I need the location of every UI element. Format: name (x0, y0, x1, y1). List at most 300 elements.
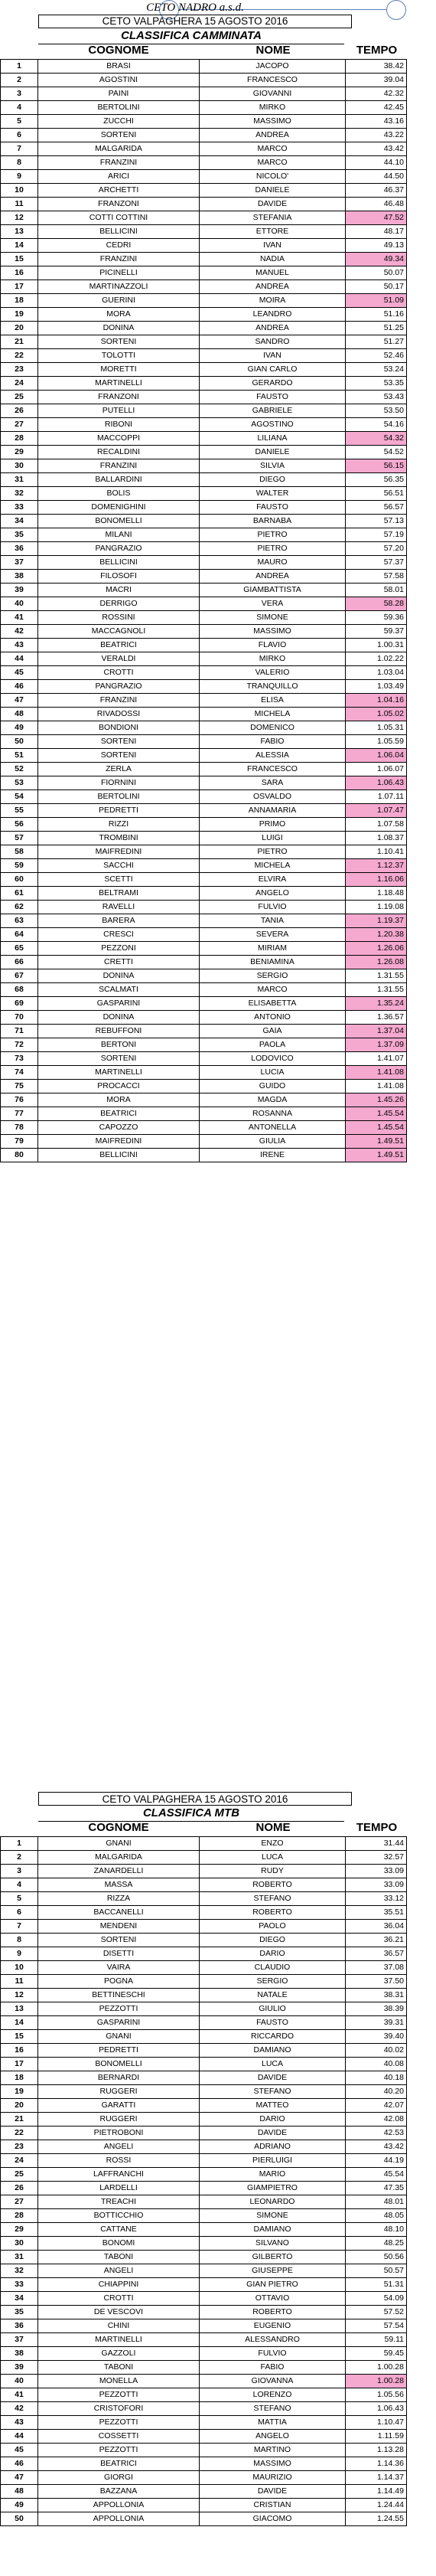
position-cell: 32 (1, 2264, 38, 2278)
tempo-cell: 1.45.54 (346, 1107, 407, 1121)
table-row (1, 2457, 407, 2471)
nome-cell: ETTORE (200, 225, 346, 239)
nome-cell: ROBERTO (200, 2306, 346, 2319)
table-row (1, 2223, 407, 2237)
nome-cell: DAMIANO (200, 2044, 346, 2058)
nome-cell: ANGELO (200, 887, 346, 901)
cognome-cell: CRESCI (38, 928, 200, 942)
tempo-cell: 59.37 (346, 625, 407, 639)
table-row (1, 2278, 407, 2292)
position-cell: 60 (1, 873, 38, 887)
nome-cell: GIAN CARLO (200, 363, 346, 377)
table-row (1, 446, 407, 459)
cognome-cell: PEZZOTTI (38, 2388, 200, 2402)
position-cell: 5 (1, 115, 38, 129)
cognome-cell: BERTONI (38, 1038, 200, 1052)
cognome-cell: MAIFREDINI (38, 1135, 200, 1149)
cognome-cell: TROMBINI (38, 832, 200, 845)
nome-cell: SANDRO (200, 335, 346, 349)
position-cell: 70 (1, 1011, 38, 1025)
position-cell: 3 (1, 1865, 38, 1878)
tempo-cell: 45.54 (346, 2168, 407, 2182)
table-row (1, 1025, 407, 1038)
position-cell: 50 (1, 2512, 38, 2526)
cognome-cell: SCETTI (38, 873, 200, 887)
position-cell: 28 (1, 432, 38, 446)
table-row (1, 2416, 407, 2430)
tempo-cell: 1.24.44 (346, 2499, 407, 2512)
table-row (1, 2044, 407, 2058)
position-cell: 30 (1, 459, 38, 473)
nome-cell: ANDREA (200, 570, 346, 584)
position-cell: 17 (1, 280, 38, 294)
tempo-cell: 57.54 (346, 2319, 407, 2333)
cognome-cell: PROCACCI (38, 1080, 200, 1093)
nome-cell: FAUSTO (200, 501, 346, 515)
position-cell: 43 (1, 2416, 38, 2430)
position-cell: 13 (1, 2002, 38, 2016)
position-cell: 11 (1, 1975, 38, 1989)
cognome-cell: GASPARINI (38, 997, 200, 1011)
position-cell: 65 (1, 942, 38, 956)
tempo-cell: 1.06.43 (346, 776, 407, 790)
cognome-cell: SORTENI (38, 749, 200, 763)
nome-cell: MARCO (200, 156, 346, 170)
table-row (1, 1066, 407, 1080)
tempo-cell: 1.07.11 (346, 790, 407, 804)
nome-cell: MAGDA (200, 1093, 346, 1107)
table-row (1, 639, 407, 652)
cognome-cell: BELLICINI (38, 556, 200, 570)
tempo-cell: 53.50 (346, 404, 407, 418)
nome-cell: GIOVANNI (200, 87, 346, 101)
nome-cell: FABIO (200, 2361, 346, 2375)
position-cell: 9 (1, 1947, 38, 1961)
nome-cell: GILBERTO (200, 2251, 346, 2264)
table-row (1, 694, 407, 708)
cognome-cell: TABONI (38, 2361, 200, 2375)
cognome-cell: ZERLA (38, 763, 200, 776)
nome-cell: BENIAMINA (200, 956, 346, 969)
tempo-cell: 48.10 (346, 2223, 407, 2237)
tempo-cell: 39.31 (346, 2016, 407, 2030)
nome-cell: DIEGO (200, 1934, 346, 1947)
table-row (1, 515, 407, 528)
position-cell: 41 (1, 611, 38, 625)
cognome-cell: MONELLA (38, 2375, 200, 2388)
nome-cell: LEONARDO (200, 2195, 346, 2209)
table-row (1, 1878, 407, 1892)
table-row (1, 487, 407, 501)
tempo-cell: 1.11.59 (346, 2430, 407, 2444)
table-row (1, 266, 407, 280)
nome-cell: STEFANIA (200, 211, 346, 225)
table-row (1, 1038, 407, 1052)
tempo-cell: 33.12 (346, 1892, 407, 1906)
table-row (1, 942, 407, 956)
cognome-cell: CATTANE (38, 2223, 200, 2237)
position-cell: 50 (1, 735, 38, 749)
nome-cell: CRISTIAN (200, 2499, 346, 2512)
table-row (1, 280, 407, 294)
cognome-cell: DONINA (38, 969, 200, 983)
table-row (1, 2430, 407, 2444)
position-cell: 44 (1, 2430, 38, 2444)
cognome-cell: TOLOTTI (38, 349, 200, 363)
tempo-cell: 39.04 (346, 74, 407, 87)
tempo-cell: 1.06.43 (346, 2402, 407, 2416)
table-row (1, 2237, 407, 2251)
position-cell: 44 (1, 652, 38, 666)
nome-cell: SIMONE (200, 611, 346, 625)
tempo-cell: 50.17 (346, 280, 407, 294)
nome-cell: FLAVIO (200, 639, 346, 652)
nome-cell: LUCA (200, 2058, 346, 2071)
nome-cell: ENZO (200, 1837, 346, 1851)
position-cell: 12 (1, 1989, 38, 2002)
nome-cell: TRANQUILLO (200, 680, 346, 694)
position-cell: 24 (1, 377, 38, 391)
table-row (1, 2512, 407, 2526)
nome-cell: SERGIO (200, 1975, 346, 1989)
table-row (1, 680, 407, 694)
cognome-cell: PICINELLI (38, 266, 200, 280)
table-row (1, 721, 407, 735)
position-cell: 69 (1, 997, 38, 1011)
cognome-cell: CROTTI (38, 2292, 200, 2306)
table-row (1, 2085, 407, 2099)
nome-cell: SILVANO (200, 2237, 346, 2251)
position-cell: 45 (1, 2444, 38, 2457)
tempo-cell: 36.57 (346, 1947, 407, 1961)
table-row (1, 542, 407, 556)
nome-cell: PIETRO (200, 542, 346, 556)
position-cell: 16 (1, 266, 38, 280)
nome-cell: MARTINO (200, 2444, 346, 2457)
table-row (1, 2071, 407, 2085)
tempo-cell: 52.46 (346, 349, 407, 363)
nome-cell: PAOLA (200, 1038, 346, 1052)
table-row (1, 2306, 407, 2319)
position-cell: 3 (1, 87, 38, 101)
table-row (1, 528, 407, 542)
cognome-cell: APPOLLONIA (38, 2499, 200, 2512)
cognome-cell: MAIFREDINI (38, 845, 200, 859)
table-row (1, 1052, 407, 1066)
cognome-cell: FRANZINI (38, 694, 200, 708)
table-row (1, 239, 407, 253)
position-cell: 29 (1, 2223, 38, 2237)
tempo-cell: 37.50 (346, 1975, 407, 1989)
tempo-cell: 35.51 (346, 1906, 407, 1920)
position-cell: 4 (1, 101, 38, 115)
tempo-cell: 1.07.47 (346, 804, 407, 818)
nome-cell: ANNAMARIA (200, 804, 346, 818)
position-cell: 41 (1, 2388, 38, 2402)
tempo-cell: 1.00.28 (346, 2361, 407, 2375)
table-row (1, 2499, 407, 2512)
cognome-cell: FRANZINI (38, 459, 200, 473)
cognome-cell: CEDRI (38, 239, 200, 253)
position-cell: 21 (1, 335, 38, 349)
position-cell: 45 (1, 666, 38, 680)
table-row (1, 294, 407, 308)
table-row (1, 473, 407, 487)
position-cell: 24 (1, 2154, 38, 2168)
position-cell: 14 (1, 239, 38, 253)
position-cell: 80 (1, 1149, 38, 1162)
cognome-cell: PUTELLI (38, 404, 200, 418)
table-row (1, 2347, 407, 2361)
position-cell: 1 (1, 60, 38, 74)
tempo-cell: 59.36 (346, 611, 407, 625)
position-cell: 9 (1, 170, 38, 184)
table-row (1, 584, 407, 597)
cognome-cell: BAZZANA (38, 2485, 200, 2499)
tempo-cell: 57.13 (346, 515, 407, 528)
classifica-mtb-title: CLASSIFICA MTB (38, 1806, 344, 1822)
tempo-cell: 40.20 (346, 2085, 407, 2099)
table-row (1, 253, 407, 266)
table-row (1, 749, 407, 763)
position-cell: 37 (1, 2333, 38, 2347)
position-cell: 18 (1, 2071, 38, 2085)
col-header-cognome: COGNOME (88, 44, 149, 57)
nome-cell: NATALE (200, 1989, 346, 2002)
position-cell: 48 (1, 2485, 38, 2499)
position-cell: 6 (1, 129, 38, 142)
tempo-cell: 1.00.28 (346, 2375, 407, 2388)
table-row (1, 2127, 407, 2140)
table-row (1, 2251, 407, 2264)
position-cell: 75 (1, 1080, 38, 1093)
table-row (1, 625, 407, 639)
cognome-cell: GASPARINI (38, 2016, 200, 2030)
cognome-cell: DERRIGO (38, 597, 200, 611)
nome-cell: PIERLUIGI (200, 2154, 346, 2168)
position-cell: 52 (1, 763, 38, 776)
cognome-cell: BOLIS (38, 487, 200, 501)
nome-cell: ANTONELLA (200, 1121, 346, 1135)
table-row (1, 2319, 407, 2333)
nome-cell: GERARDO (200, 377, 346, 391)
tempo-cell: 1.13.28 (346, 2444, 407, 2457)
tempo-cell: 33.09 (346, 1865, 407, 1878)
tempo-cell: 58.01 (346, 584, 407, 597)
tempo-cell: 53.24 (346, 363, 407, 377)
cognome-cell: TREACHI (38, 2195, 200, 2209)
table-row (1, 1975, 407, 1989)
table-row (1, 2402, 407, 2416)
tempo-cell: 57.37 (346, 556, 407, 570)
table-row (1, 87, 407, 101)
nome-cell: ROBERTO (200, 1878, 346, 1892)
position-cell: 71 (1, 1025, 38, 1038)
cognome-cell: COSSETTI (38, 2430, 200, 2444)
nome-cell: FULVIO (200, 2347, 346, 2361)
tempo-cell: 1.10.47 (346, 2416, 407, 2430)
nome-cell: OTTAVIO (200, 2292, 346, 2306)
position-cell: 66 (1, 956, 38, 969)
table-row (1, 611, 407, 625)
position-cell: 42 (1, 2402, 38, 2416)
position-cell: 19 (1, 2085, 38, 2099)
cognome-cell: MARTINELLI (38, 2333, 200, 2347)
position-cell: 2 (1, 74, 38, 87)
position-cell: 36 (1, 542, 38, 556)
tempo-cell: 1.07.58 (346, 818, 407, 832)
nome-cell: ELISA (200, 694, 346, 708)
table-row (1, 142, 407, 156)
position-cell: 63 (1, 914, 38, 928)
table-row (1, 2182, 407, 2195)
position-cell: 23 (1, 363, 38, 377)
cognome-cell: BALLARDINI (38, 473, 200, 487)
cognome-cell: BELLICINI (38, 1149, 200, 1162)
nome-cell: LILIANA (200, 432, 346, 446)
tempo-cell: 1.26.06 (346, 942, 407, 956)
table-row (1, 2264, 407, 2278)
tempo-cell: 1.04.16 (346, 694, 407, 708)
tempo-cell: 39.40 (346, 2030, 407, 2044)
position-cell: 11 (1, 198, 38, 211)
position-cell: 31 (1, 473, 38, 487)
cognome-cell: RUGGERI (38, 2085, 200, 2099)
nome-cell: STEFANO (200, 1892, 346, 1906)
nome-cell: MATTIA (200, 2416, 346, 2430)
table-row (1, 1080, 407, 1093)
cognome-cell: BERNARDI (38, 2071, 200, 2085)
cognome-cell: GAZZOLI (38, 2347, 200, 2361)
cognome-cell: BERTOLINI (38, 790, 200, 804)
cognome-cell: ROSSINI (38, 611, 200, 625)
position-cell: 46 (1, 2457, 38, 2471)
nome-cell: MATTEO (200, 2099, 346, 2113)
table-row (1, 1135, 407, 1149)
tempo-cell: 53.43 (346, 391, 407, 404)
cognome-cell: SORTENI (38, 129, 200, 142)
table-row (1, 1011, 407, 1025)
nome-cell: SILVIA (200, 459, 346, 473)
cognome-cell: BACCANELLI (38, 1906, 200, 1920)
nome-cell: GIAMPIETRO (200, 2182, 346, 2195)
position-cell: 30 (1, 2237, 38, 2251)
tempo-cell: 49.13 (346, 239, 407, 253)
nome-cell: WALTER (200, 487, 346, 501)
position-cell: 36 (1, 2319, 38, 2333)
position-cell: 79 (1, 1135, 38, 1149)
col-header-tempo-mtb: TEMPO (356, 1821, 398, 1834)
tempo-cell: 1.14.49 (346, 2485, 407, 2499)
position-cell: 28 (1, 2209, 38, 2223)
tempo-cell: 54.16 (346, 418, 407, 432)
position-cell: 26 (1, 2182, 38, 2195)
tempo-cell: 1.41.08 (346, 1080, 407, 1093)
cognome-cell: ANGELI (38, 2264, 200, 2278)
position-cell: 35 (1, 528, 38, 542)
position-cell: 22 (1, 349, 38, 363)
nome-cell: DAVIDE (200, 2071, 346, 2085)
position-cell: 33 (1, 501, 38, 515)
nome-cell: GIACOMO (200, 2512, 346, 2526)
nome-cell: MASSIMO (200, 2457, 346, 2471)
cognome-cell: VAIRA (38, 1961, 200, 1975)
nome-cell: BARNABA (200, 515, 346, 528)
table-row (1, 1837, 407, 1851)
table-row (1, 211, 407, 225)
position-cell: 4 (1, 1878, 38, 1892)
cognome-cell: DOMENIGHINI (38, 501, 200, 515)
table-row (1, 459, 407, 473)
tempo-cell: 44.10 (346, 156, 407, 170)
position-cell: 59 (1, 859, 38, 873)
table-row (1, 1961, 407, 1975)
nome-cell: MAURIZIO (200, 2471, 346, 2485)
cognome-cell: RECALDINI (38, 446, 200, 459)
nome-cell: GIUSEPPE (200, 2264, 346, 2278)
position-cell: 43 (1, 639, 38, 652)
cognome-cell: PEZZOTTI (38, 2002, 200, 2016)
nome-cell: DAVIDE (200, 2127, 346, 2140)
cognome-cell: FIORNINI (38, 776, 200, 790)
table-row (1, 873, 407, 887)
tempo-cell: 50.56 (346, 2251, 407, 2264)
nome-cell: OSVALDO (200, 790, 346, 804)
nome-cell: MIRKO (200, 101, 346, 115)
nome-cell: DIEGO (200, 473, 346, 487)
nome-cell: JACOPO (200, 60, 346, 74)
position-cell: 7 (1, 142, 38, 156)
tempo-cell: 33.09 (346, 1878, 407, 1892)
tempo-cell: 56.35 (346, 473, 407, 487)
nome-cell: ALESSIA (200, 749, 346, 763)
tempo-cell: 56.51 (346, 487, 407, 501)
tempo-cell: 1.03.04 (346, 666, 407, 680)
scroll-handle-right-icon[interactable] (386, 0, 406, 20)
nome-cell: MASSIMO (200, 625, 346, 639)
cognome-cell: BONDIONI (38, 721, 200, 735)
cognome-cell: CROTTI (38, 666, 200, 680)
table-row (1, 708, 407, 721)
position-cell: 8 (1, 1934, 38, 1947)
tempo-cell: 1.03.49 (346, 680, 407, 694)
nome-cell: ANDREA (200, 322, 346, 335)
col-header-tempo: TEMPO (356, 44, 398, 57)
tempo-cell: 42.07 (346, 2099, 407, 2113)
nome-cell: ROBERTO (200, 1906, 346, 1920)
tempo-cell: 51.27 (346, 335, 407, 349)
position-cell: 23 (1, 2140, 38, 2154)
nome-cell: DARIO (200, 1947, 346, 1961)
cognome-cell: DE VESCOVI (38, 2306, 200, 2319)
nome-cell: SERGIO (200, 969, 346, 983)
table-row (1, 377, 407, 391)
nome-cell: DANIELE (200, 184, 346, 198)
tempo-cell: 1.19.08 (346, 901, 407, 914)
table-row (1, 914, 407, 928)
nome-cell: GIULIO (200, 2002, 346, 2016)
table-row (1, 804, 407, 818)
tempo-cell: 40.18 (346, 2071, 407, 2085)
cognome-cell: FRANZINI (38, 156, 200, 170)
position-cell: 39 (1, 584, 38, 597)
nome-cell: PAOLO (200, 1920, 346, 1934)
tempo-cell: 38.42 (346, 60, 407, 74)
tempo-cell: 36.04 (346, 1920, 407, 1934)
position-cell: 49 (1, 2499, 38, 2512)
tempo-cell: 1.14.36 (346, 2457, 407, 2471)
table-row (1, 2154, 407, 2168)
